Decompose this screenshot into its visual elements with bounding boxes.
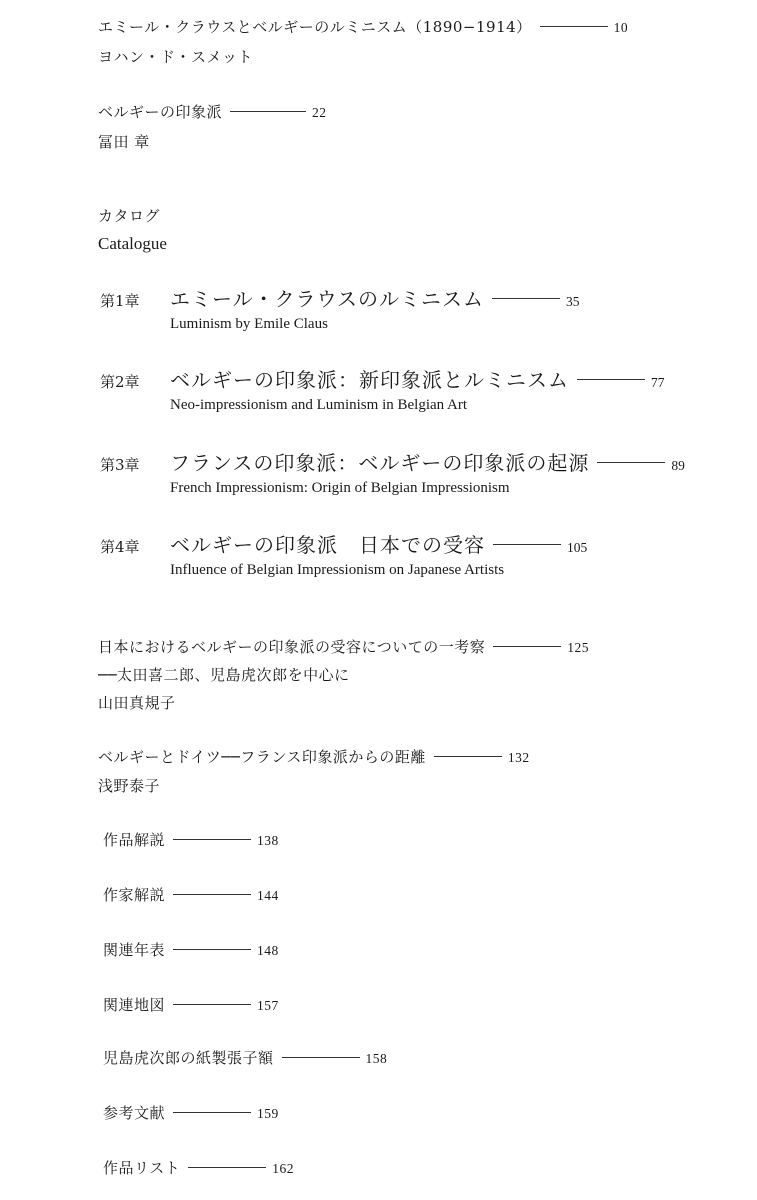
leader-line [492, 298, 560, 299]
title-en-text: French Impressionism: Origin of Belgian Impressionism [170, 480, 510, 496]
toc-entry-essay-belgian-impressionism[interactable] [98, 101, 327, 122]
chapter-title-jp: ベルギーの印象派 日本での受容 [170, 533, 485, 557]
heading-text: カタログ [98, 207, 161, 225]
entry-title: 児島虎次郎の紙製張子額 [103, 1049, 274, 1067]
chapter-title-jp: フランスの印象派：ベルギーの印象派の起源 [170, 451, 590, 475]
subtitle-text: ──太田喜二郎、児島虎次郎を中心に [98, 666, 350, 684]
leader-line [282, 1057, 360, 1058]
chapter-number: 第2章 [100, 373, 140, 391]
leader-line [188, 1167, 266, 1168]
author-name: 浅野泰子 [98, 777, 161, 795]
entry-title: 作品リスト [103, 1159, 181, 1177]
heading-text: Catalogue [98, 234, 167, 253]
chapter-number: 第1章 [100, 292, 140, 310]
entry-author [98, 131, 150, 152]
toc-entry-bibliography[interactable] [103, 1102, 279, 1123]
title-en-text: Influence of Belgian Impressionism on Japanese Artists [170, 562, 505, 578]
page-number: 125 [567, 640, 589, 655]
page-number: 77 [651, 375, 665, 390]
toc-entry-essay-claus[interactable] [98, 16, 628, 37]
page-number: 158 [365, 1051, 388, 1066]
toc-entry-paper-frames[interactable] [103, 1047, 387, 1068]
title-en-text: Neo-impressionism and Luminism in Belgian Art [170, 397, 468, 413]
toc-entry-essay-belgium-germany[interactable] [98, 746, 530, 767]
entry-subtitle [98, 664, 350, 685]
page-number: 10 [613, 20, 629, 35]
toc-entry-chapter-2[interactable] [100, 364, 665, 393]
entry-title: ベルギーとドイツ──フランス印象派からの距離 [98, 748, 426, 766]
chapter-number: 第4章 [100, 538, 140, 556]
chapter-number: 第3章 [100, 456, 140, 474]
title-en-text: Luminism by Emile Claus [170, 316, 328, 332]
entry-author [98, 775, 160, 796]
leader-line [173, 949, 251, 950]
page-number: 157 [257, 998, 279, 1013]
toc-entry-maps[interactable] [103, 994, 279, 1015]
entry-author [98, 46, 253, 67]
page-number: 159 [257, 1106, 279, 1121]
page-number: 162 [272, 1161, 294, 1176]
catalogue-heading-en [98, 234, 167, 254]
toc-entry-artist-biographies[interactable] [103, 884, 279, 905]
leader-line [173, 1112, 251, 1113]
leader-line [230, 111, 306, 112]
author-name: 冨田 章 [98, 133, 150, 151]
entry-title: 参考文献 [103, 1104, 166, 1122]
page-number: 138 [257, 833, 279, 848]
toc-entry-chapter-3[interactable] [100, 447, 685, 476]
toc-entry-artwork-commentary[interactable] [103, 829, 279, 850]
leader-line [173, 839, 251, 840]
author-name: ヨハン・ド・スメット [98, 48, 254, 66]
leader-line [434, 756, 502, 757]
leader-line [493, 544, 561, 545]
toc-entry-chapter-1[interactable] [100, 283, 580, 312]
chapter-title-en [170, 562, 504, 579]
toc-entry-chapter-4[interactable] [100, 529, 587, 558]
entry-author [98, 692, 176, 713]
chapter-title-jp: エミール・クラウスのルミニスム [170, 287, 484, 311]
page-number: 35 [566, 294, 580, 309]
entry-title: 日本におけるベルギーの印象派の受容についての一考察 [98, 638, 486, 656]
chapter-title-jp: ベルギーの印象派：新印象派とルミニスム [170, 368, 569, 392]
entry-title: 関連年表 [103, 941, 166, 959]
leader-line [577, 379, 645, 380]
chapter-title-en [170, 316, 328, 333]
leader-line [173, 1004, 251, 1005]
leader-line [597, 462, 665, 463]
leader-line [173, 894, 251, 895]
catalogue-heading-jp [98, 205, 160, 226]
toc-entry-list-of-works[interactable] [103, 1157, 294, 1178]
chapter-title-en [170, 397, 467, 414]
entry-title: 関連地図 [103, 996, 166, 1014]
toc-entry-essay-reception-in-japan[interactable] [98, 636, 589, 657]
page-number: 105 [567, 540, 588, 555]
chapter-title-en [170, 480, 510, 497]
page-number: 148 [257, 943, 279, 958]
page-number: 144 [257, 888, 279, 903]
toc-entry-chronology[interactable] [103, 939, 279, 960]
leader-line [540, 26, 608, 27]
entry-title: エミール・クラウスとベルギーのルミニスム（1890−1914） [98, 18, 532, 36]
author-name: 山田真規子 [98, 694, 176, 712]
page-number: 89 [671, 458, 685, 473]
page-number: 132 [507, 750, 530, 765]
entry-title: ベルギーの印象派 [98, 103, 223, 121]
leader-line [493, 646, 561, 647]
entry-title: 作品解説 [103, 831, 166, 849]
page-number: 22 [312, 105, 327, 120]
entry-title: 作家解説 [103, 886, 166, 904]
